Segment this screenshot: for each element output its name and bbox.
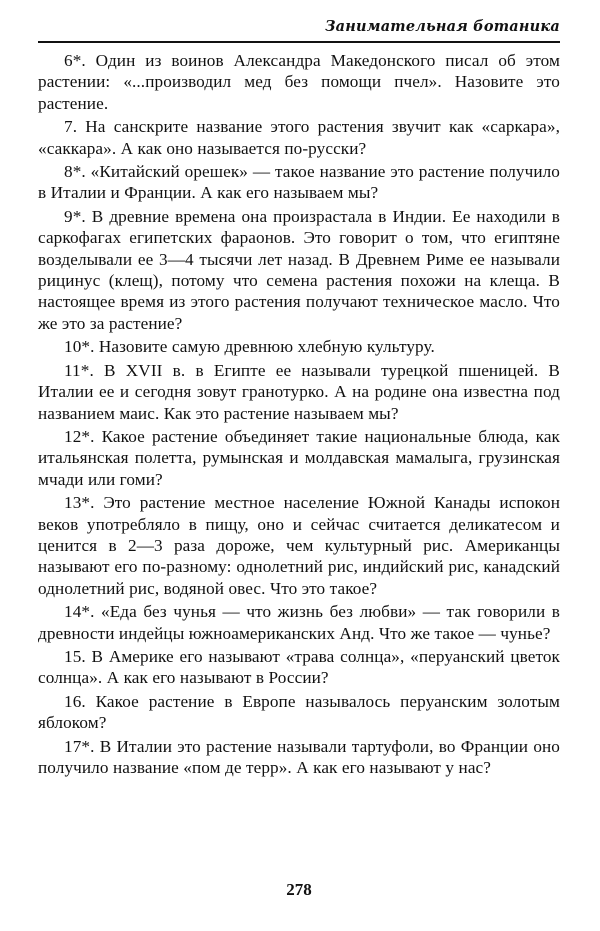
question-paragraph: 11*. В XVII в. в Египте ее называли турецкой пшеницей. В Италии ее и сегодня зовут гранотурко. А на родине она известна под названием маис. Как это растение называем мы? bbox=[38, 360, 560, 423]
question-paragraph: 14*. «Еда без чунья — что жизнь без любви» — так говорили в древности индейцы южноамериканских Анд. Что же такое — чунье? bbox=[38, 602, 560, 643]
book-page bbox=[38, 0, 560, 931]
question-paragraph: 10*. Назовите самую древнюю хлебную культуру. bbox=[64, 337, 435, 357]
question-paragraph: 13*. Это растение местное население Южной Канады испокон веков употребляло в пищу, оно и сейчас считается деликатесом и ценится в 2—3 раза дороже, чем культурный рис. Американцы называют его по-разному: однолетний рис, индийский рис, канадский однолетний рис, водяной овес. Что это такое? bbox=[38, 493, 560, 598]
question-paragraph: 8*. «Китайский орешек» — такое название это растение получило в Италии и Франции. А как его называем мы? bbox=[38, 162, 560, 203]
question-paragraph: 12*. Какое растение объединяет такие национальные блюда, как итальянская полетта, румынская и молдавская мамалыга, грузинская мчади или гоми? bbox=[38, 426, 560, 489]
page-body bbox=[38, 50, 560, 778]
question-paragraph: 7. На санскрите название этого растения звучит как «саркара», «саккара». А как оно называется по-русски? bbox=[38, 117, 560, 158]
running-title: Занимательная ботаника bbox=[324, 18, 560, 35]
question-paragraph: 15. В Америке его называют «трава солнца», «перуанский цветок солнца». А как его называют в России? bbox=[38, 646, 560, 688]
header-rule bbox=[38, 41, 560, 43]
question-paragraph: 6*. Один из воинов Александра Македонского писал об этом растении: «...производил мед без помощи пчел». Назовите это растение. bbox=[38, 51, 560, 113]
question-paragraph: 9*. В древние времена она произрастала в Индии. Ее находили в саркофагах египетских фараонов. Это говорит о том, что египтяне возделывали ее 3—4 тысячи лет назад. В Древнем Риме ее называли рицинус (клещ), потому что семена растения похожи на клеща. В настоящее время из этого растения получают техническое масло. Что же это за растение? bbox=[38, 206, 560, 333]
question-paragraph: 16. Какое растение в Европе называлось перуанским золотым яблоком? bbox=[38, 691, 560, 733]
page-number: 278 bbox=[286, 880, 312, 899]
question-paragraph: 17*. В Италии это растение называли тартуфоли, во Франции оно получило название «пом де терр». А как его называют у нас? bbox=[38, 736, 560, 777]
